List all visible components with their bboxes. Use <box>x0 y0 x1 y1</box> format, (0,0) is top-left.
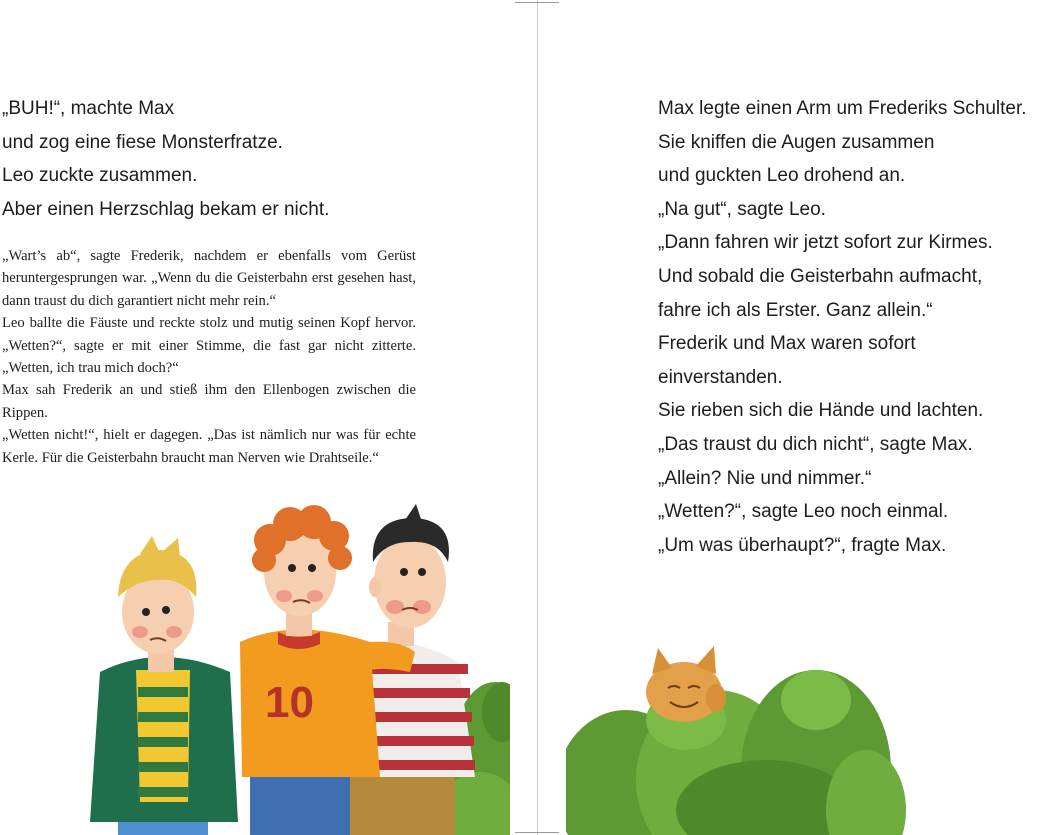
text-line: fahre ich als Erster. Ganz allein.“ <box>658 299 933 321</box>
text-line: „Das traust du dich nicht“, sagte Max. <box>658 433 973 455</box>
text-line: „Wetten?“, sagte Leo noch einmal. <box>658 501 949 523</box>
bush <box>566 670 906 835</box>
text-line: Sie rieben sich die Hände und lachten. <box>658 400 984 422</box>
right-text <box>658 92 1027 562</box>
text-line: „Na gut“, sagte Leo. <box>658 198 826 220</box>
text-line: Sie kniffen die Augen zusammen <box>658 131 935 153</box>
text-line: Und sobald die Geisterbahn aufmacht, <box>658 265 983 287</box>
paragraph: Leo ballte die Fäuste und reckte stolz und mutig seinen Kopf hervor. „Wetten?“, sagte er mit einer Stimme, die fast gar nicht zitterte. „Wetten, ich trau mich doch?“ <box>2 315 416 377</box>
text-line: Leo zuckte zusammen. <box>2 165 198 187</box>
cat <box>646 646 726 722</box>
bush-with-cat-illustration <box>566 640 906 835</box>
text-line: und guckten Leo drohend an. <box>658 165 906 187</box>
paragraph: „Wetten nicht!“, hielt er dagegen. „Das ist nämlich nur was für echte Kerle. Für die Geisterbahn braucht man Nerven wie Drahtseile.“ <box>2 427 416 466</box>
right-page <box>538 0 1064 835</box>
text-line: Frederik und Max waren sofort <box>658 333 916 355</box>
text-line: „Um was überhaupt?“, fragte Max. <box>658 534 947 556</box>
boy-green-jacket <box>90 536 238 835</box>
paragraph: Max sah Frederik an und stieß ihm den Ellenbogen zwischen die Rippen. <box>2 382 416 421</box>
paragraph: „Wart’s ab“, sagte Frederik, nachdem er ebenfalls vom Gerüst heruntergesprungen war. „Wenn du die Geisterbahn erst gesehen hast, dann traust du dich garantiert nicht mehr rein.“ <box>2 248 416 309</box>
left-large-text <box>2 92 329 226</box>
text-line: einverstanden. <box>658 366 783 388</box>
text-line: Aber einen Herzschlag bekam er nicht. <box>2 198 330 220</box>
text-line: Max legte einen Arm um Frederiks Schulter. <box>658 98 1027 119</box>
text-line: „BUH!“, machte Max <box>2 98 175 119</box>
text-line: „Dann fahren wir jetzt sofort zur Kirmes. <box>658 232 993 254</box>
text-line: „Allein? Nie und nimmer.“ <box>658 467 872 489</box>
shirt-number: 10 <box>265 678 314 727</box>
three-boys-illustration <box>70 492 510 835</box>
text-line: und zog eine fiese Monsterfratze. <box>2 131 283 153</box>
left-small-text <box>2 245 416 469</box>
